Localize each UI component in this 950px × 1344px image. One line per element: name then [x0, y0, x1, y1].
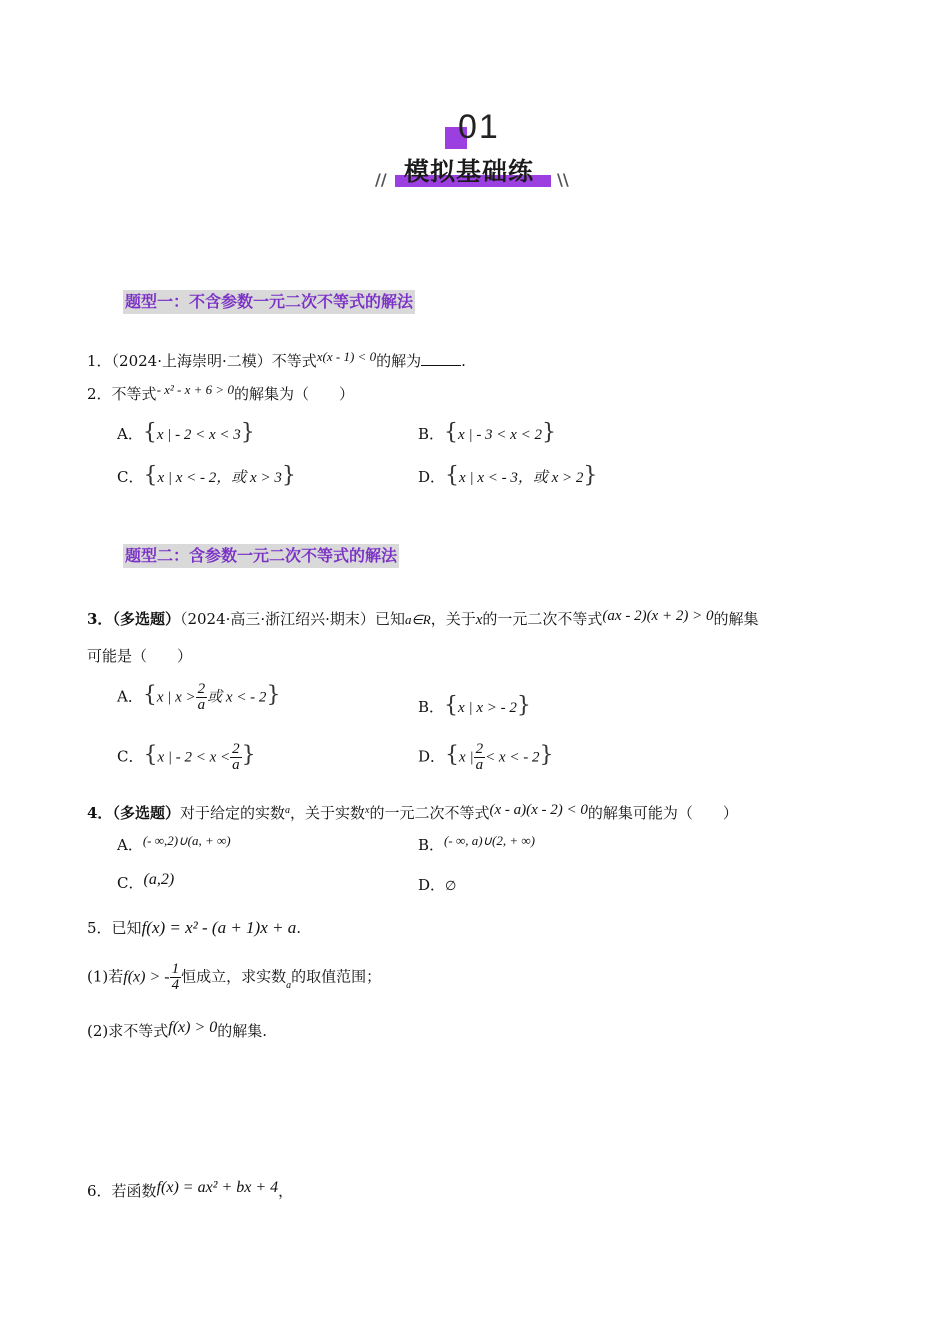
- question-2: [87, 383, 354, 404]
- question-text: 的解集为（ ）: [233, 385, 354, 403]
- question-text: 的解集可能为（ ）: [587, 804, 738, 822]
- question-expression: f(x) = x² - (a + 1)x + a: [141, 918, 297, 937]
- question-3: [87, 608, 758, 629]
- option-c: C．{x | x < - 2，或 x > 3}: [117, 463, 296, 488]
- question-tag: （多选题）: [112, 804, 180, 822]
- question-text: ，关于实数: [289, 804, 365, 822]
- option-expression: x | x < - 3，或 x > 2: [459, 470, 584, 486]
- question-expression: x(x - 1) < 0: [316, 349, 377, 364]
- option-expression: x | - 2 < x <: [157, 749, 231, 766]
- option-expression: x | x > - 2: [458, 700, 517, 716]
- question-expression: (ax - 2)(x + 2) > 0: [602, 608, 714, 624]
- option-label: A．: [117, 687, 143, 706]
- question-text: .: [296, 919, 302, 937]
- question-text: 的一元二次不等式: [369, 804, 490, 822]
- question-text: 不等式: [271, 352, 317, 370]
- question-source: （2024·上海崇明·二模）: [111, 352, 272, 370]
- question-5-part-1: [87, 962, 381, 993]
- option-label: D．: [418, 468, 446, 486]
- option-expression: (a,2): [143, 871, 175, 888]
- question-text: 的解集: [713, 610, 759, 628]
- question-text: ，关于: [430, 610, 476, 628]
- question-text: (2)求不等式: [87, 1022, 169, 1040]
- header-slash-left: //: [375, 170, 387, 189]
- question-text: .: [461, 352, 466, 370]
- option-d: D．{x | $\frac{2}{a}$ < x < - 2}: [418, 741, 554, 773]
- option-b: B．{x | - 3 < x < 2}: [418, 420, 556, 445]
- option-label: B．: [418, 425, 445, 443]
- option-label: A．: [117, 836, 143, 854]
- option-expression: x | - 2 < x < 3: [156, 427, 241, 443]
- option-label: C．: [117, 747, 144, 766]
- question-tag: （多选题）: [112, 610, 180, 628]
- answer-blank: [421, 353, 461, 366]
- question-expression: f(x) > 0: [168, 1019, 218, 1036]
- option-expression: < x < - 2: [485, 749, 540, 766]
- option-expression: (- ∞,2)∪(a, + ∞): [142, 833, 231, 848]
- section-title-1: 题型一：不含参数一元二次不等式的解法: [123, 290, 415, 314]
- question-text: 的解为: [376, 352, 422, 370]
- option-b: B．{x | x > - 2}: [418, 693, 531, 718]
- question-expression: x: [475, 612, 483, 628]
- header-slash-right: \\: [557, 170, 569, 189]
- question-text: 的一元二次不等式: [482, 610, 603, 628]
- question-text: 的取值范围；: [291, 967, 382, 986]
- question-number: 2．: [87, 385, 112, 403]
- option-expression: x | x < - 2，或 x > 3: [157, 470, 282, 486]
- question-text: (1)若: [87, 967, 124, 986]
- question-5-part-2: [87, 1020, 267, 1041]
- fraction: $\frac{2}{a}$: [197, 681, 206, 713]
- question-expression: a∈R: [404, 612, 431, 627]
- option-label: B．: [418, 698, 445, 716]
- question-text: 已知: [374, 610, 405, 628]
- question-number: 4．: [87, 804, 113, 822]
- option-d: [418, 874, 456, 895]
- question-text: ，: [278, 1182, 294, 1200]
- question-expression: f(x) = ax² + bx + 4: [156, 1179, 279, 1196]
- header-title: 模拟基础练: [404, 157, 535, 186]
- option-expression: (- ∞, a)∪(2, + ∞): [444, 833, 535, 848]
- question-text: 对于给定的实数: [179, 804, 285, 822]
- question-source: （2024·高三·浙江绍兴·期末）: [179, 610, 375, 628]
- question-5: [87, 917, 301, 938]
- question-expression: f(x) > -: [123, 968, 170, 986]
- option-a: A．{x | x > $\frac{2}{a}$ 或 x < - 2}: [117, 681, 281, 713]
- question-expression: (x - a)(x - 2) < 0: [489, 802, 588, 818]
- question-4: [87, 802, 738, 823]
- question-text: 若函数: [111, 1182, 157, 1200]
- question-number: 1．: [87, 352, 112, 370]
- question-3-line-2: 可能是（ ）: [87, 647, 193, 665]
- option-label: D．: [418, 747, 446, 766]
- option-expression: 或 x < - 2: [207, 689, 267, 706]
- option-label: B．: [418, 836, 445, 854]
- header-number: 01: [458, 108, 500, 146]
- option-label: C．: [117, 874, 144, 892]
- option-a: A．{x | - 2 < x < 3}: [117, 420, 255, 445]
- option-d: D．{x | x < - 3，或 x > 2}: [418, 463, 598, 488]
- question-text: 已知: [111, 919, 142, 937]
- question-text: 不等式: [111, 385, 157, 403]
- fraction: $\frac{2}{a}$: [232, 741, 240, 773]
- section-title-2: 题型二：含参数一元二次不等式的解法: [123, 544, 399, 568]
- option-label: C．: [117, 468, 144, 486]
- question-text: 恒成立，求实数: [181, 967, 287, 986]
- option-a: [117, 834, 231, 855]
- option-expression: x |: [459, 749, 474, 766]
- option-label: D．: [418, 876, 446, 894]
- question-number: 6．: [87, 1182, 112, 1200]
- fraction: $\frac{1}{4}$: [171, 961, 180, 993]
- question-expression: a: [286, 979, 292, 991]
- option-b: [418, 834, 535, 855]
- question-1: [87, 350, 466, 371]
- option-c: [117, 872, 174, 893]
- question-text: 的解集.: [217, 1022, 268, 1040]
- question-expression: - x² - x + 6 > 0: [156, 382, 234, 397]
- option-expression: x | - 3 < x < 2: [458, 427, 542, 443]
- question-6: [87, 1180, 293, 1201]
- question-expression: x: [364, 805, 370, 816]
- option-expression: x | x >: [156, 689, 196, 706]
- fraction: $\frac{2}{a}$: [475, 741, 484, 773]
- option-label: A．: [117, 425, 143, 443]
- option-expression: ∅: [445, 879, 457, 894]
- question-expression: a: [284, 805, 290, 816]
- option-c: C．{x | - 2 < x < $\frac{2}{a}$ }: [117, 741, 256, 773]
- question-number: 3．: [87, 610, 113, 628]
- question-number: 5．: [87, 919, 112, 937]
